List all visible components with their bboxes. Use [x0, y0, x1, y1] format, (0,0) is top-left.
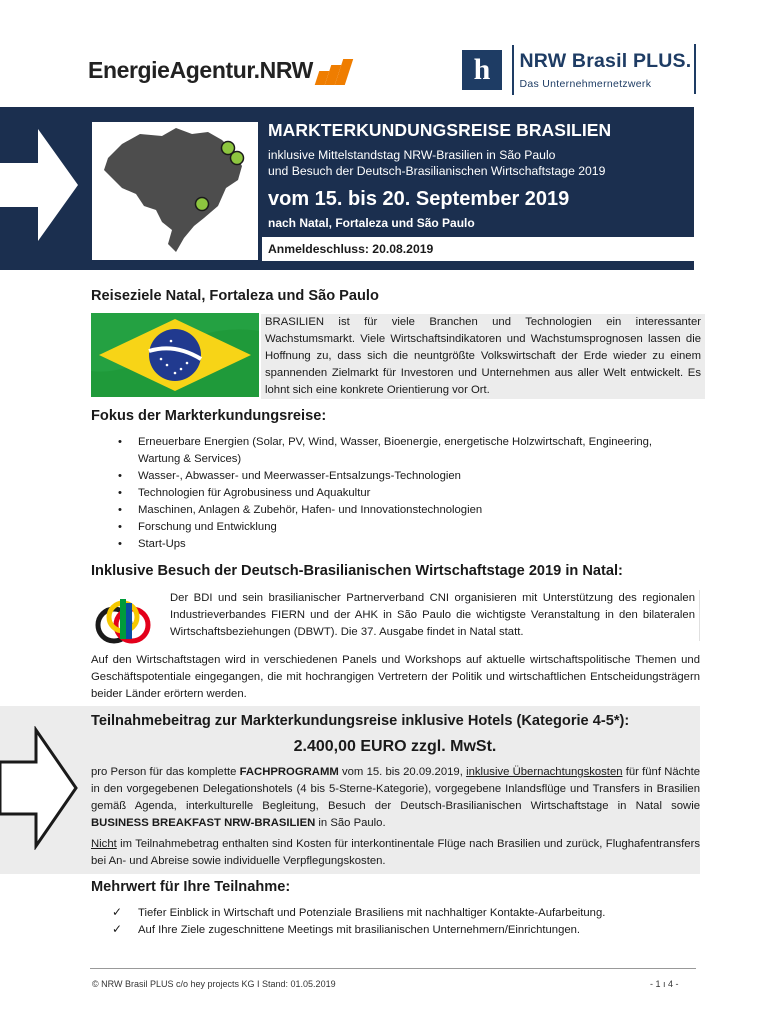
- list-item: • Maschinen, Anlagen & Zubehör, Hafen- und Innovationstechnologien: [118, 502, 688, 519]
- section-heading-focus: Fokus der Markterkundungsreise:: [91, 408, 327, 424]
- footer-divider: [90, 968, 696, 969]
- brazil-map-icon: [92, 122, 258, 260]
- checkmark-icon: ✓: [112, 922, 123, 936]
- focus-list: [118, 434, 688, 553]
- benefits-list: [112, 905, 702, 939]
- section-heading-destinations: Reiseziele Natal, Fortaleza und São Paulo: [91, 288, 379, 304]
- dbwt-logo-icon: [92, 595, 154, 645]
- energieagentur-logo-text: EnergieAgentur.NRW: [88, 56, 313, 83]
- benefit-text: Auf Ihre Ziele zugeschnittene Meetings mit brasilianischen Unternehmern/Einrichtungen.: [138, 924, 581, 936]
- logo-divider: [512, 45, 514, 95]
- footer-page-number: - 1 ı 4 -: [650, 979, 679, 989]
- footer-copyright: © NRW Brasil PLUS c/o hey projects KG I Stand: 01.05.2019: [92, 979, 336, 989]
- checkmark-icon: ✓: [112, 905, 123, 919]
- benefit-text: Tiefer Einblick in Wirtschaft und Potenziale Brasiliens mit nachhaltiger Kontakte-Aufarbeitung.: [138, 907, 606, 919]
- section3-text2: Auf den Wirtschaftstagen wird in verschiedenen Panels und Workshops auf aktuelle wirtschaftspolitische Themen und Geschäftspotentiale eingegangen, die mit hochrangigen Vertretern der Politik und wirtschaftlichen Entscheidungsträgern beider Länder erörtern werden.: [91, 654, 700, 700]
- energieagentur-logo-mark: [316, 55, 349, 85]
- list-item: • Erneuerbare Energien (Solar, PV, Wind, Wasser, Bioenergie, energetische Holzwirtschaft, Engineering, Wartung & Services): [118, 434, 688, 468]
- nrw-logo-mark: h: [462, 50, 502, 90]
- fee-text1-g: in São Paulo.: [315, 817, 386, 829]
- banner-arrow-icon: [0, 125, 80, 245]
- nrw-brasil-logo: [462, 42, 691, 98]
- fee-price: 2.400,00 EURO zzgl. MwSt.: [293, 738, 497, 755]
- section-heading-benefits: Mehrwert für Ihre Teilnahme:: [91, 879, 291, 895]
- fee-text2-a: Nicht: [91, 838, 117, 850]
- section-heading-dbwt: Inklusive Besuch der Deutsch-Brasilianischen Wirtschaftstage 2019 in Natal:: [91, 563, 623, 579]
- fee-text1-c: vom 15. bis 20.09.2019,: [338, 766, 467, 778]
- list-item: • Wasser-, Abwasser- und Meerwasser-Entsalzungs-Technologien: [118, 468, 688, 485]
- banner-cities: nach Natal, Fortaleza und São Paulo: [268, 216, 475, 230]
- list-item: [112, 905, 702, 922]
- brazil-flag-icon: [91, 313, 259, 397]
- registration-deadline: Anmeldeschluss: 20.08.2019: [262, 237, 694, 261]
- nrw-tagline: Das Unternehmernetzwerk: [519, 78, 652, 90]
- fee-text1: [91, 764, 700, 832]
- section3-text1: Der BDI und sein brasilianischer Partnerverband CNI organisieren mit Unterstützung des regionalen Industrieverbandes FIERN und der AHK in São Paulo die wichtigste Veranstaltung in den bilateralen Wirtschaftsbeziehungen (DBWT). Die 37. Ausgabe findet in Natal statt.: [166, 590, 700, 641]
- banner-subtitle-line1: inklusive Mittelstandstag NRW-Brasilien in São Paulo: [268, 148, 556, 162]
- banner-text: [268, 120, 694, 230]
- marker-sao-paulo-icon: [196, 198, 209, 211]
- banner-title: MARKTERKUNDUNGSREISE BRASILIEN: [268, 120, 612, 140]
- energieagentur-logo: [88, 48, 349, 92]
- banner-subtitle-line2: und Besuch der Deutsch-Brasilianischen Wirtschaftstage 2019: [268, 164, 606, 178]
- fee-text1-a: pro Person für das komplette: [91, 766, 240, 778]
- fee-text1-e: für fünf Nächte in den vorgegebenen Delegationshotels (4 bis 5-Sterne-Kategorie), vorgegebene Inlandsflüge und Transfers in Brasilien gemäß Agenda, interkulturelle Begleitung, Besuch der Deutsch-Brasilianischen Wirtschaftstage in Natal sowie: [91, 766, 700, 812]
- section-heading-fee: Teilnahmebeitrag zur Markterkundungsreise inklusive Hotels (Kategorie 4-5*):: [91, 713, 630, 729]
- logo-end-line: [694, 44, 696, 94]
- list-item: • Forschung und Entwicklung: [118, 519, 688, 536]
- list-item: [112, 922, 702, 939]
- fee-text1-b: FACHPROGRAMM: [239, 766, 339, 778]
- banner-date: vom 15. bis 20. September 2019: [268, 188, 570, 210]
- fee-text1-f: BUSINESS BREAKFAST NRW-BRASILIEN: [91, 817, 316, 829]
- fee-text2: [91, 836, 700, 870]
- fee-text2-b: im Teilnahmebetrag enthalten sind Kosten für interkontinentale Flüge nach Brasilien und zurück, Flughafentransfers bei An- und Abreise sowie individuelle Verpflegungskosten.: [91, 838, 700, 867]
- list-item: • Technologien für Agrobusiness und Aquakultur: [118, 485, 688, 502]
- section1-text: BRASILIEN ist für viele Branchen und Technologien ein interessanter Wachstumsmarkt. Viele Wirtschaftsindikatoren und Wachstumsprognosen lassen die Hoffnung zu, dass sich die neuntgrößte Volkswirtschaft der Erde wieder zu einem spannenden Zielmarkt für Investoren und Unternehmen aus aller Welt entwickelt. Es lohnt sich eine konkrete Orientierung vor Ort.: [261, 314, 705, 399]
- brazil-map: [92, 122, 258, 260]
- nrw-brand-name: NRW Brasil PLUS.: [519, 50, 692, 72]
- list-item: • Start-Ups: [118, 536, 688, 553]
- marker-natal-icon: [231, 152, 244, 165]
- fee-text1-d: inklusive Übernachtungskosten: [466, 766, 623, 778]
- banner-subtitle: [268, 147, 694, 179]
